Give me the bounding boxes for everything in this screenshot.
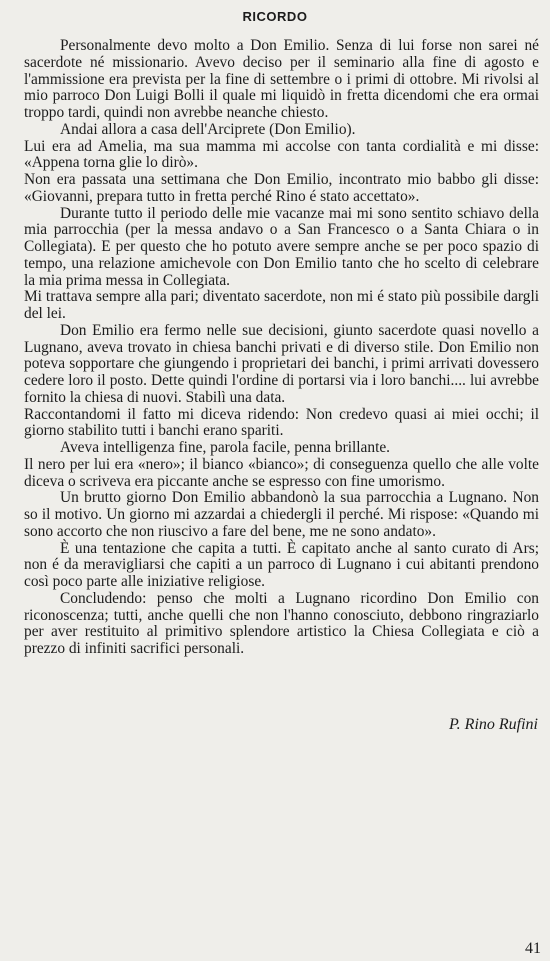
paragraph: Don Emilio era fermo nelle sue decisioni, giunto sacerdote quasi novello a Lugnano, aveva trovato in chiesa banchi privati e di diverso stile. Don Emilio non poteva sopportare che giungendo i proprietari dei banchi, i primi arrivati dovessero cedere loro il posto. Dette quindi l'ordine di portarsi via i loro banchi.... lui avrebbe fornito la chiesa di nuovi. Stabilì una data. [24,321,539,406]
paragraph: Aveva intelligenza fine, parola facile, penna brillante. [60,439,391,456]
article-body [24,38,539,658]
paragraph: Non era passata una settimana che Don Emilio, incontrato mio babbo gli disse: «Giovanni, prepara tutto in fretta perché Rino é stato accettato». [24,171,539,205]
paragraph: Durante tutto il periodo delle mie vacanze mai mi sono sentito schiavo della mia parrocchia (per la messa andavo o a San Francesco o a Santa Chiara o in Collegiata). E per questo che ho potuto avere sempre anche se per poco spazio di tempo, una relazione amichevole con Don Emilio tanto che ho scelto di celebrare la mia prima messa in Collegiata. [24,204,539,289]
paragraph: Un brutto giorno Don Emilio abbandonò la sua parrocchia a Lugnano. Non so il motivo. Un giorno mi azzardai a chiedergli il perché. Mi rispose: «Quando mi sono accorto che non riuscivo a fare del bene, me ne sono andato». [24,489,539,540]
paragraph: È una tentazione che capita a tutti. È capitato anche al santo curato di Ars; non é da meravigliarsi che capiti a un parroco di Lugnano i cui abitanti prendono così poco parte alle iniziative religiose. [24,539,539,590]
paragraph: Raccontandomi il fatto mi diceva ridendo: Non credevo quasi ai miei occhi; il giorno stabilito tutti i banchi erano spariti. [24,405,539,440]
paragraph: Andai allora a casa dell'Arciprete (Don Emilio). [60,120,356,138]
paragraph: Concludendo: penso che molti a Lugnano ricordino Don Emilio con riconoscenza; tutti, anche quelli che non l'hanno conosciuto, debbono ringraziarlo per aver restituito al primitivo splendore artistico la Chiesa Collegiata e ciò a prezzo di infiniti sacrifici personali. [24,589,539,657]
page-number: 41 [525,940,541,957]
author-signature: P. Rino Rufini [448,716,538,733]
paragraph: Lui era ad Amelia, ma sua mamma mi accolse con tanta cordialità e mi disse: «Appena torna glie lo dirò». [24,137,539,172]
running-head: RICORDO [242,9,308,24]
paragraph: Personalmente devo molto a Don Emilio. Senza di lui forse non sarei né sacerdote né missionario. Avevo deciso per il seminario alla fine di agosto e l'ammissione era prevista per la fine di settembre o i primi di ottobre. Mi rivolsi al mio parroco Don Luigi Bolli il quale mi liquidò in fretta dicendomi che era ormai troppo tardi, quindi non avrebbe neanche chiesto. [24,37,539,121]
paragraph: Mi trattava sempre alla pari; diventato sacerdote, non mi é stato più possibile dargli del lei. [24,288,539,322]
paragraph: Il nero per lui era «nero»; il bianco «bianco»; di conseguenza quello che alle volte diceva o scriveva era piccante anche se espresso con fine umorismo. [24,455,539,490]
